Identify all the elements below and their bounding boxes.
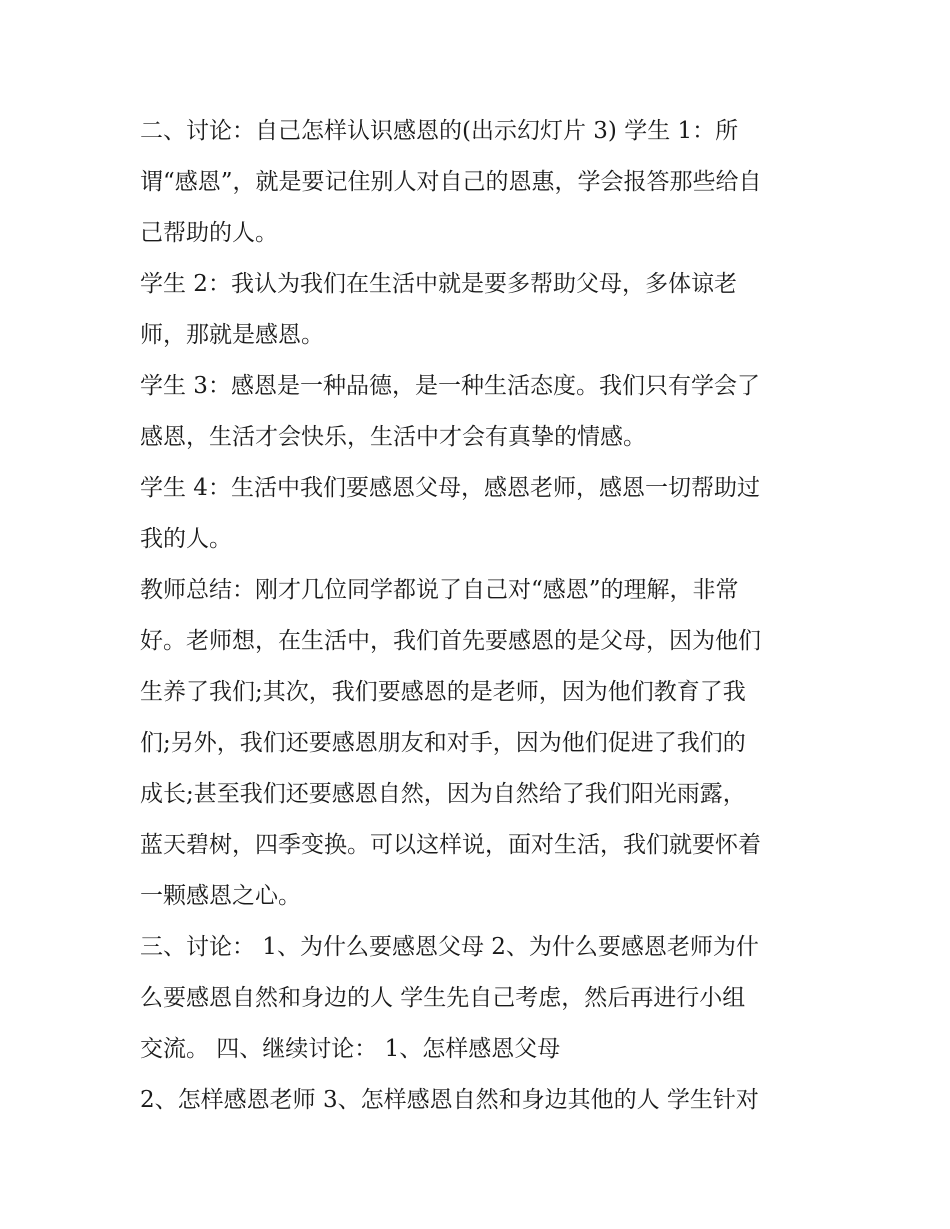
text-line: 2、怎样感恩老师 3、怎样感恩自然和身边其他的人 学生针对 <box>140 1087 759 1113</box>
text-line: 感恩，生活才会快乐，生活中才会有真挚的情感。 <box>140 424 646 450</box>
text-line: 么要感恩自然和身边的人 学生先自己考虑，然后再进行小组 <box>140 985 746 1011</box>
text-line: 我的人。 <box>140 526 232 552</box>
text-line: 蓝天碧树，四季变换。可以这样说，面对生活，我们就要怀着 <box>140 832 761 858</box>
document-body <box>140 106 820 1126</box>
text-line: 生养了我们;其次，我们要感恩的是老师，因为他们教育了我 <box>140 679 746 705</box>
text-line: 二、讨论：自己怎样认识感恩的(出示幻灯片 3) 学生 1：所 <box>140 118 739 144</box>
text-line: 师，那就是感恩。 <box>140 322 324 348</box>
text-line: 成长;甚至我们还要感恩自然，因为自然给了我们阳光雨露， <box>140 781 746 807</box>
text-line: 学生 2：我认为我们在生活中就是要多帮助父母，多体谅老 <box>140 271 737 297</box>
text-line: 好。老师想，在生活中，我们首先要感恩的是父母，因为他们 <box>140 628 761 654</box>
text-line: 三、讨论： 1、为什么要感恩父母 2、为什么要感恩老师为什 <box>140 934 759 960</box>
text-line: 们;另外，我们还要感恩朋友和对手，因为他们促进了我们的 <box>140 730 746 756</box>
text-line: 教师总结：刚才几位同学都说了自己对“感恩”的理解，非常 <box>140 577 739 603</box>
text-line: 交流。 四、继续讨论： 1、怎样感恩父母 <box>140 1036 561 1062</box>
text-line: 学生 3：感恩是一种品德，是一种生活态度。我们只有学会了 <box>140 373 760 399</box>
text-line: 己帮助的人。 <box>140 220 278 246</box>
text-line: 一颗感恩之心。 <box>140 883 301 909</box>
text-line: 谓“感恩”，就是要记住别人对自己的恩惠，学会报答那些给自 <box>140 169 762 195</box>
text-line: 学生 4：生活中我们要感恩父母，感恩老师，感恩一切帮助过 <box>140 475 760 501</box>
